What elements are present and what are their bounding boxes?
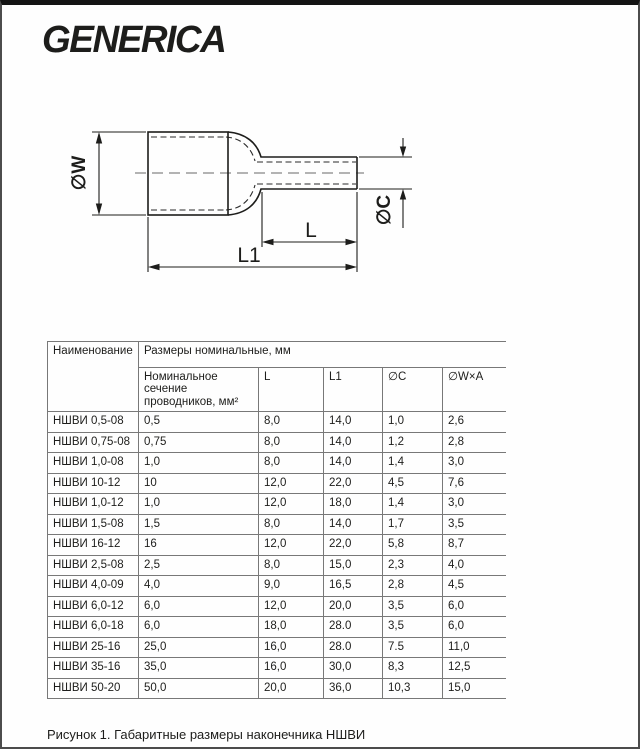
row-value-cell: 8,3 [383, 658, 443, 679]
row-value-cell: 4,0 [139, 576, 259, 597]
table-header [48, 342, 506, 412]
row-value-cell: 9,0 [259, 576, 324, 597]
row-name-cell: НШВИ 50-20 [48, 678, 139, 699]
row-name-cell: НШВИ 1,5-08 [48, 514, 139, 535]
row-value-cell: 16,0 [259, 637, 324, 658]
bell-top-and-tube-top [228, 132, 357, 157]
row-value-cell: 18,0 [259, 617, 324, 638]
dim-l1-label: L1 [237, 244, 261, 267]
row-value-cell: 4,5 [383, 473, 443, 494]
header-l1: L1 [324, 367, 383, 412]
arrow-right-icon [346, 264, 358, 270]
row-value-cell: 15,0 [443, 678, 506, 699]
header-cross-section: Номинальное сечение проводников, мм² [139, 367, 259, 412]
arrow-up-icon [400, 189, 406, 200]
row-value-cell: 2,8 [443, 432, 506, 453]
row-name-cell: НШВИ 4,0-09 [48, 576, 139, 597]
row-value-cell: 1,2 [383, 432, 443, 453]
dimensions-table [47, 341, 506, 699]
row-name-cell: НШВИ 1,0-12 [48, 494, 139, 515]
row-value-cell: 8,0 [259, 514, 324, 535]
dim-c-label: ∅C [374, 194, 395, 226]
header-l: L [259, 367, 324, 412]
table-row [48, 432, 506, 453]
row-value-cell: 30,0 [324, 658, 383, 679]
row-value-cell: 50,0 [139, 678, 259, 699]
header-name: Наименование [48, 342, 139, 412]
header-dia-c: ∅C [383, 367, 443, 412]
row-value-cell: 8,0 [259, 412, 324, 433]
row-value-cell: 3,0 [443, 494, 506, 515]
table-row [48, 535, 506, 556]
dim-l-label: L [305, 219, 317, 242]
row-value-cell: 1,0 [139, 453, 259, 474]
row-name-cell: НШВИ 6,0-18 [48, 617, 139, 638]
table-row [48, 617, 506, 638]
row-value-cell: 3,5 [383, 596, 443, 617]
table-row [48, 514, 506, 535]
row-value-cell: 1,5 [139, 514, 259, 535]
row-name-cell: НШВИ 0,5-08 [48, 412, 139, 433]
row-value-cell: 8,0 [259, 555, 324, 576]
row-value-cell: 2,3 [383, 555, 443, 576]
table-body [48, 412, 506, 699]
row-value-cell: 14,0 [324, 432, 383, 453]
row-value-cell: 1,0 [383, 412, 443, 433]
row-value-cell: 35,0 [139, 658, 259, 679]
row-value-cell: 6,0 [443, 617, 506, 638]
row-value-cell: 1,7 [383, 514, 443, 535]
row-value-cell: 6,0 [139, 617, 259, 638]
row-value-cell: 2,8 [383, 576, 443, 597]
bell-bottom-and-tube-bottom [228, 189, 357, 215]
brand-logo: GENERICA [42, 18, 226, 61]
row-value-cell: 28.0 [324, 617, 383, 638]
arrow-left-icon [262, 239, 274, 245]
row-value-cell: 20,0 [259, 678, 324, 699]
row-value-cell: 4,0 [443, 555, 506, 576]
row-value-cell: 3,5 [443, 514, 506, 535]
row-value-cell: 4,5 [443, 576, 506, 597]
row-name-cell: НШВИ 2,5-08 [48, 555, 139, 576]
header-dia-wa: ∅W×A [443, 367, 506, 412]
row-value-cell: 6,0 [139, 596, 259, 617]
row-value-cell: 8,0 [259, 453, 324, 474]
row-value-cell: 12,0 [259, 596, 324, 617]
arrow-down-icon [400, 147, 406, 158]
table-row [48, 596, 506, 617]
row-value-cell: 0,5 [139, 412, 259, 433]
ferrule-dimension-drawing [0, 0, 640, 300]
row-value-cell: 10,3 [383, 678, 443, 699]
header-group: Размеры номинальные, мм [139, 342, 506, 368]
row-value-cell: 12,5 [443, 658, 506, 679]
row-value-cell: 12,0 [259, 473, 324, 494]
table-row [48, 473, 506, 494]
row-name-cell: НШВИ 16-12 [48, 535, 139, 556]
table-row [48, 658, 506, 679]
row-value-cell: 16 [139, 535, 259, 556]
row-value-cell: 11,0 [443, 637, 506, 658]
row-value-cell: 14,0 [324, 412, 383, 433]
row-value-cell: 6,0 [443, 596, 506, 617]
row-value-cell: 18,0 [324, 494, 383, 515]
arrow-down-icon [96, 204, 102, 216]
row-value-cell: 2,6 [443, 412, 506, 433]
row-value-cell: 14,0 [324, 453, 383, 474]
row-value-cell: 16,5 [324, 576, 383, 597]
row-value-cell: 36,0 [324, 678, 383, 699]
row-value-cell: 0,75 [139, 432, 259, 453]
table-row [48, 555, 506, 576]
row-name-cell: НШВИ 6,0-12 [48, 596, 139, 617]
row-value-cell: 15,0 [324, 555, 383, 576]
row-name-cell: НШВИ 25-16 [48, 637, 139, 658]
row-value-cell: 2,5 [139, 555, 259, 576]
table-row [48, 412, 506, 433]
row-value-cell: 22,0 [324, 473, 383, 494]
table-row [48, 576, 506, 597]
row-value-cell: 7,6 [443, 473, 506, 494]
row-value-cell: 25,0 [139, 637, 259, 658]
row-value-cell: 20,0 [324, 596, 383, 617]
row-value-cell: 28.0 [324, 637, 383, 658]
row-value-cell: 12,0 [259, 494, 324, 515]
row-value-cell: 12,0 [259, 535, 324, 556]
row-value-cell: 1,0 [139, 494, 259, 515]
dim-w-label: ∅W [69, 155, 90, 191]
table-row [48, 678, 506, 699]
row-value-cell: 3,0 [443, 453, 506, 474]
row-name-cell: НШВИ 35-16 [48, 658, 139, 679]
table-row [48, 637, 506, 658]
row-name-cell: НШВИ 0,75-08 [48, 432, 139, 453]
arrow-right-icon [346, 239, 358, 245]
row-value-cell: 8,0 [259, 432, 324, 453]
row-value-cell: 22,0 [324, 535, 383, 556]
arrow-left-icon [148, 264, 160, 270]
table-row [48, 453, 506, 474]
figure-caption: Рисунок 1. Габаритные размеры наконечника НШВИ [47, 727, 366, 742]
row-value-cell: 8,7 [443, 535, 506, 556]
arrow-up-icon [96, 132, 102, 144]
row-value-cell: 3,5 [383, 617, 443, 638]
row-value-cell: 14,0 [324, 514, 383, 535]
row-name-cell: НШВИ 10-12 [48, 473, 139, 494]
row-value-cell: 7.5 [383, 637, 443, 658]
row-value-cell: 1,4 [383, 453, 443, 474]
table-row [48, 494, 506, 515]
row-value-cell: 16,0 [259, 658, 324, 679]
row-value-cell: 5,8 [383, 535, 443, 556]
row-value-cell: 1,4 [383, 494, 443, 515]
row-value-cell: 10 [139, 473, 259, 494]
row-name-cell: НШВИ 1,0-08 [48, 453, 139, 474]
